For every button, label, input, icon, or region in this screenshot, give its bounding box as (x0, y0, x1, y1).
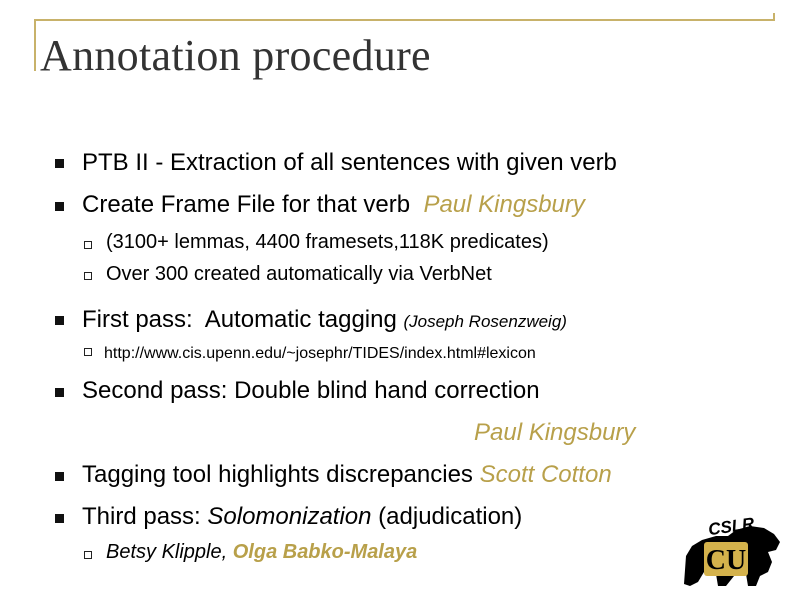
bullet-ptb-text: PTB II - Extraction of all sentences with given verb (82, 149, 617, 176)
bullet-ptb (82, 149, 617, 177)
sub-bullet-adjudicators (106, 541, 417, 564)
title-frame-top (34, 19, 775, 21)
bullet-square-icon (55, 316, 64, 325)
bullet-second-pass (82, 377, 540, 405)
author-joseph-rosenzweig: (Joseph Rosenzweig) (403, 312, 567, 331)
bullet-tagging-tool-text: Tagging tool highlights discrepancies (82, 461, 480, 488)
bullet-hollow-square-icon (84, 551, 92, 559)
cu-monogram-icon (704, 542, 748, 576)
lexicon-url-link[interactable]: http://www.cis.upenn.edu/~josephr/TIDES/index.html#lexicon (104, 345, 536, 362)
bullet-square-icon (55, 514, 64, 523)
bullet-third-pass-prefix: Third pass: (82, 503, 208, 530)
bullet-square-icon (55, 159, 64, 168)
author-paul-kingsbury-2: Paul Kingsbury (474, 419, 636, 446)
sub-bullet-lemmas-text: (3100+ lemmas, 4400 framesets,118K predicates) (106, 231, 549, 253)
title-frame-tick (773, 13, 775, 21)
title-frame-left (34, 19, 36, 71)
sub-bullet-verbnet-text: Over 300 created automatically via VerbNet (106, 263, 492, 285)
author-betsy-klipple: Betsy Klipple, (106, 541, 233, 563)
bullet-tagging-tool (82, 461, 612, 489)
bullet-hollow-square-icon (84, 241, 92, 249)
bullet-hollow-square-icon (84, 272, 92, 280)
bullet-frame-file (82, 191, 585, 219)
bullet-square-icon (55, 202, 64, 211)
bullet-third-pass-italic: Solomonization (207, 503, 372, 530)
bullet-square-icon (55, 472, 64, 481)
sub-bullet-lemmas (106, 231, 549, 254)
cslr-logo (676, 512, 788, 590)
bullet-third-pass-suffix: (adjudication) (371, 503, 523, 530)
author-olga-babko-malaya: Olga Babko-Malaya (232, 541, 418, 563)
cu-monogram-text: CU (705, 545, 747, 576)
author-paul-kingsbury: Paul Kingsbury (423, 191, 585, 218)
bullet-square-icon (55, 388, 64, 397)
author-scott-cotton: Scott Cotton (479, 461, 612, 488)
bullet-second-pass-text: Second pass: Double blind hand correction (82, 377, 540, 404)
sub-bullet-url (104, 345, 536, 363)
bullet-frame-file-text: Create Frame File for that verb (82, 191, 424, 218)
sub-bullet-verbnet (106, 263, 492, 286)
slide-title: Annotation procedure (40, 31, 431, 80)
bullet-first-pass (82, 306, 567, 334)
bullet-third-pass (82, 503, 522, 531)
bullet-first-pass-text: First pass: Automatic tagging (82, 306, 404, 333)
cslr-logo-text: CSLR (706, 513, 756, 540)
bullet-hollow-square-icon (84, 348, 92, 356)
